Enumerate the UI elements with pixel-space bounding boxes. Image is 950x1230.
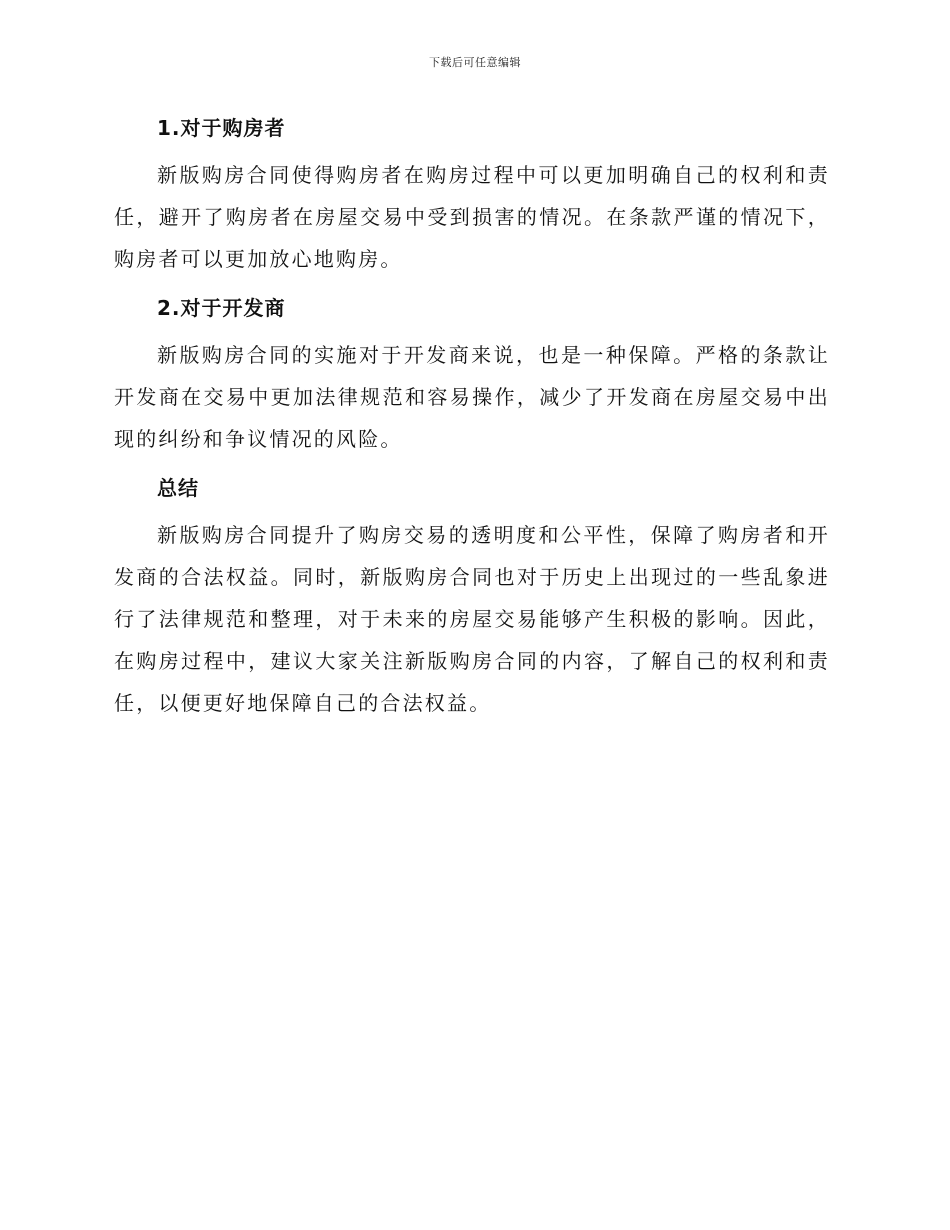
section-developers xyxy=(114,290,830,460)
section-paragraph: 新版购房合同提升了购房交易的透明度和公平性，保障了购房者和开发商的合法权益。同时，新版购房合同也对于历史上出现过的一些乱象进行了法律规范和整理，对于未来的房屋交易能够产生积极的影响。因此，在购房过程中，建议大家关注新版购房合同的内容，了解自己的权利和责任，以便更好地保障自己的合法权益。 xyxy=(114,523,830,715)
section-heading: 1.对于购房者 xyxy=(157,116,286,140)
section-heading: 2.对于开发商 xyxy=(157,296,286,320)
section-heading: 总结 xyxy=(157,476,199,500)
section-buyers xyxy=(114,110,830,280)
section-paragraph: 新版购房合同的实施对于开发商来说，也是一种保障。严格的条款让开发商在交易中更加法律规范和容易操作，减少了开发商在房屋交易中出现的纠纷和争议情况的风险。 xyxy=(114,343,830,451)
section-paragraph: 新版购房合同使得购房者在购房过程中可以更加明确自己的权利和责任，避开了购房者在房屋交易中受到损害的情况。在条款严谨的情况下，购房者可以更加放心地购房。 xyxy=(114,163,830,271)
section-summary xyxy=(114,470,830,724)
document-body xyxy=(114,110,830,724)
page-header-note: 下载后可任意编辑 xyxy=(429,56,521,69)
